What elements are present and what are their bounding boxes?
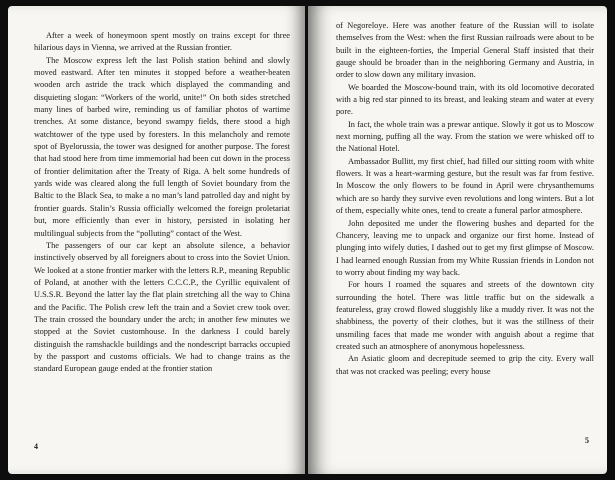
- page-number-right: 5: [585, 436, 589, 445]
- paragraph: After a week of honeymoon spent mostly on trains except for three hilarious days in Vienna, we arrived at the Russian frontier.: [34, 31, 290, 53]
- right-page: [308, 6, 607, 474]
- paragraph: The Moscow express left the last Polish station behind and slowly moved eastward. After ten minutes it stopped before a weather-beaten wooden arch astride the track which displayed the commanding and disquieting slogan: “Workers of the world, unite!” On both sides stretched many lines of barbed wire, reminding us of familiar photos of wartime trenches. At some distance, beyond swampy fields, there stood a high watchtower of the type used by foresters. In this melancholy and remote spot of Byelorussia, the tower was designed for another purpose. The forest that had stood here from time immemorial had been cut down in the process of frontier delimitation after the Treaty of Riga. A belt some hundreds of yards wide was cleared along the full length of Soviet boundary from the Baltic to the Black Sea, to make a no man’s land patrolled day and night by frontier guards. Stalin’s Russia officially welcomed the foreign proletariat but, more efficiently than ever in history, persisted in isolating her multilingual subjects from the “polluting” contact of the West.: [34, 55, 290, 238]
- paragraph: In fact, the whole train was a prewar antique. Slowly it got us to Moscow next morning, puffing all the way. From the station we were whisked off to the National Hotel.: [336, 119, 594, 154]
- paragraph: We boarded the Moscow-bound train, with its old locomotive decorated with a big red star pinned to its breast, and leaking steam and water at every pore.: [336, 82, 594, 117]
- right-page-text: [336, 20, 594, 378]
- paragraph: The passengers of our car kept an absolute silence, a behavior instinctively observed by all foreigners about to cross into the Soviet Union. We looked at a stone frontier marker with the letters R.P., meaning Republic of Poland, at another with the letters C.C.C.P., the Cyrillic equivalent of U.S.S.R. Beyond the latter lay the flat plain stretching all the way to China and the Pacific. The Polish crew left the train and a Soviet crew took over. The train crossed the boundary under the arch; in another few minutes we stopped at the Soviet customhouse. In the darkness I could barely distinguish the ramshackle buildings and the nondescript barracks occupied by the passport and customs officials. We had to change trains as the standard European gauge ended at the frontier station: [34, 240, 290, 374]
- paragraph: For hours I roamed the squares and streets of the downtown city surrounding the hotel. There was little traffic but on the sidewalk a featureless, gray crowd flowed sluggishly like a muddy river. It was not the shabbiness, the poverty of their clothes, but it was the stillness of their unsmiling faces that made me wonder with anguish about a regime that created such an atmosphere of anonymous hopelessness.: [336, 280, 594, 351]
- paragraph: Ambassador Bullitt, my first chief, had filled our sitting room with white flowers. It was a heart-warming gesture, but the result was far from festive. In Moscow the only flowers to be found in April were chrysanthemums which are so hardy they survive even revolutions and long winters. But a lot of them, especially white ones, tend to create a funeral parlor atmosphere.: [336, 156, 594, 216]
- paragraph-continued: of Negoreloye. Here was another feature of the Russian will to isolate themselves from the West: when the first Russian railroads were about to be built in the eighteen-forties, the Imperial General Staff insisted that their gauge should be broader than in the neighboring Germany and Austria, in order to slow down any military invasion.: [336, 21, 594, 80]
- left-page: [8, 6, 305, 474]
- page-number-left: 4: [34, 442, 38, 451]
- left-page-text: [34, 30, 290, 376]
- paragraph: John deposited me under the flowering bushes and departed for the Chancery, leaving me to unpack and organize our first home. Instead of plunging into wifely duties, I dashed out to get my first glimpse of Moscow. I had learned enough Russian from my White Russian friends in London not to worry about finding my way back.: [336, 218, 594, 277]
- paragraph: An Asiatic gloom and decrepitude seemed to grip the city. Every wall that was not cracked was peeling; every house: [336, 354, 594, 376]
